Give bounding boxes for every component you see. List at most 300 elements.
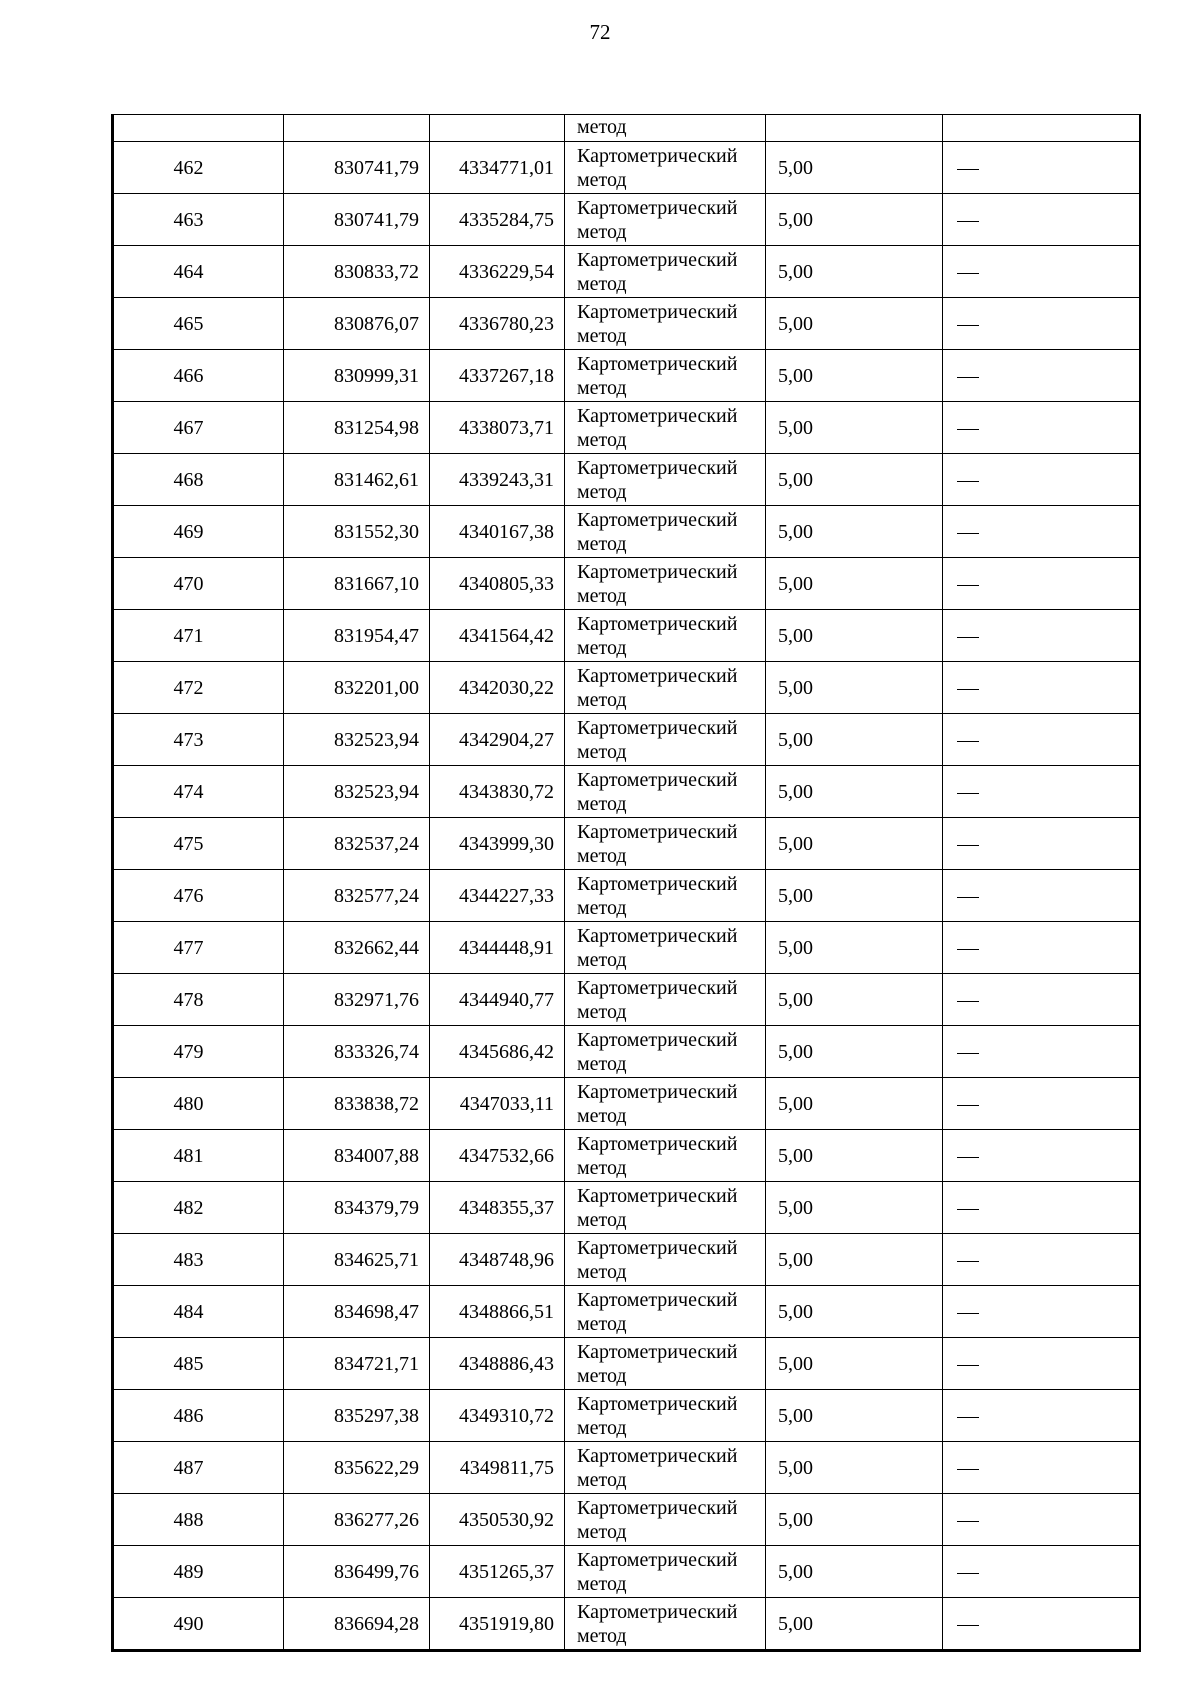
point-number: 476: [113, 870, 284, 922]
point-number: 474: [113, 766, 284, 818]
method-cell: [565, 818, 766, 870]
method-line-1: Картометрический: [577, 404, 738, 427]
coordinate-y: 4343830,72: [430, 766, 565, 818]
point-number: 483: [113, 1234, 284, 1286]
coordinate-x: 831954,47: [284, 610, 430, 662]
coordinate-y: 4340167,38: [430, 506, 565, 558]
accuracy-value: 5,00: [766, 610, 943, 662]
point-number: 479: [113, 1026, 284, 1078]
method-cell: [565, 922, 766, 974]
table-row: [113, 1598, 1140, 1651]
accuracy-value: 5,00: [766, 1338, 943, 1390]
note-cell: [943, 246, 1140, 298]
method-line-2: метод: [577, 948, 627, 971]
dash-mark: [957, 1625, 979, 1626]
table-row: [113, 558, 1140, 610]
dash-mark: [957, 1313, 979, 1314]
dash-mark: [957, 1053, 979, 1054]
method-cell: [565, 1182, 766, 1234]
method-line-1: Картометрический: [577, 976, 738, 999]
table-row: [113, 870, 1140, 922]
table-row: [113, 662, 1140, 714]
table-row: [113, 194, 1140, 246]
method-line-1: Картометрический: [577, 612, 738, 635]
method-text: метод: [577, 116, 627, 138]
table-row: [113, 350, 1140, 402]
accuracy-value: 5,00: [766, 558, 943, 610]
note-cell: [943, 1442, 1140, 1494]
method-cell: [565, 194, 766, 246]
point-number: 487: [113, 1442, 284, 1494]
method-cell: [565, 714, 766, 766]
note-cell: [943, 558, 1140, 610]
coordinate-y: 4345686,42: [430, 1026, 565, 1078]
method-line-1: Картометрический: [577, 1288, 738, 1311]
method-cell: [565, 142, 766, 194]
coordinate-y: 4342030,22: [430, 662, 565, 714]
accuracy-value: 5,00: [766, 922, 943, 974]
coordinate-x: 830741,79: [284, 194, 430, 246]
note-cell: [943, 662, 1140, 714]
coordinate-x: 830833,72: [284, 246, 430, 298]
dash-mark: [957, 169, 979, 170]
coordinate-x: 834379,79: [284, 1182, 430, 1234]
note-cell: [943, 142, 1140, 194]
dash-mark: [957, 1573, 979, 1574]
method-cell: [565, 1598, 766, 1651]
dash-mark: [957, 689, 979, 690]
table-row: [113, 454, 1140, 506]
method-cell: [565, 610, 766, 662]
method-line-2: метод: [577, 792, 627, 815]
accuracy-value: 5,00: [766, 350, 943, 402]
dash-mark: [957, 533, 979, 534]
coordinate-y: 4338073,71: [430, 402, 565, 454]
accuracy-value: 5,00: [766, 1078, 943, 1130]
coordinate-y: 4348866,51: [430, 1286, 565, 1338]
method-line-2: метод: [577, 1572, 627, 1595]
accuracy-value: 5,00: [766, 402, 943, 454]
note-cell: [943, 1026, 1140, 1078]
coordinate-x: 831552,30: [284, 506, 430, 558]
method-line-1: Картометрический: [577, 1236, 738, 1259]
coordinates-table-body: [113, 115, 1140, 1651]
method-line-1: Картометрический: [577, 352, 738, 375]
cell-note: [943, 115, 1140, 142]
coordinate-y: 4341564,42: [430, 610, 565, 662]
coordinate-y: 4337267,18: [430, 350, 565, 402]
coordinate-x: 833326,74: [284, 1026, 430, 1078]
point-number: 477: [113, 922, 284, 974]
coordinate-x: 830876,07: [284, 298, 430, 350]
table-row: [113, 1546, 1140, 1598]
point-number: 467: [113, 402, 284, 454]
coordinate-x: 833838,72: [284, 1078, 430, 1130]
method-line-1: Картометрический: [577, 300, 738, 323]
accuracy-value: 5,00: [766, 1390, 943, 1442]
method-cell: [565, 246, 766, 298]
accuracy-value: 5,00: [766, 142, 943, 194]
coordinate-x: 834625,71: [284, 1234, 430, 1286]
accuracy-value: 5,00: [766, 1286, 943, 1338]
accuracy-value: 5,00: [766, 1442, 943, 1494]
coordinate-y: 4336780,23: [430, 298, 565, 350]
method-line-2: метод: [577, 1416, 627, 1439]
method-cell: [565, 1286, 766, 1338]
table-row: [113, 298, 1140, 350]
note-cell: [943, 1598, 1140, 1651]
point-number: 471: [113, 610, 284, 662]
dash-mark: [957, 1469, 979, 1470]
coordinate-y: 4335284,75: [430, 194, 565, 246]
method-line-2: метод: [577, 1156, 627, 1179]
point-number: 473: [113, 714, 284, 766]
dash-mark: [957, 221, 979, 222]
note-cell: [943, 402, 1140, 454]
point-number: 484: [113, 1286, 284, 1338]
method-cell: [565, 1026, 766, 1078]
cell-y: [430, 115, 565, 142]
coordinate-y: 4334771,01: [430, 142, 565, 194]
method-line-1: Картометрический: [577, 664, 738, 687]
point-number: 466: [113, 350, 284, 402]
dash-mark: [957, 897, 979, 898]
method-line-2: метод: [577, 1520, 627, 1543]
method-line-1: Картометрический: [577, 1496, 738, 1519]
point-number: 475: [113, 818, 284, 870]
dash-mark: [957, 949, 979, 950]
cell-num: [113, 115, 284, 142]
page-number: 72: [589, 20, 611, 44]
note-cell: [943, 870, 1140, 922]
method-line-2: метод: [577, 1052, 627, 1075]
method-line-2: метод: [577, 1364, 627, 1387]
accuracy-value: 5,00: [766, 1182, 943, 1234]
table-row: [113, 766, 1140, 818]
dash-mark: [957, 845, 979, 846]
table-row: [113, 714, 1140, 766]
coordinate-x: 834007,88: [284, 1130, 430, 1182]
method-cell: [565, 1494, 766, 1546]
coordinate-x: 832537,24: [284, 818, 430, 870]
coordinate-y: 4343999,30: [430, 818, 565, 870]
dash-mark: [957, 1521, 979, 1522]
coordinate-y: 4348886,43: [430, 1338, 565, 1390]
method-line-1: Картометрический: [577, 820, 738, 843]
accuracy-value: 5,00: [766, 194, 943, 246]
accuracy-value: 5,00: [766, 662, 943, 714]
dash-mark: [957, 793, 979, 794]
coordinate-x: 835622,29: [284, 1442, 430, 1494]
method-line-2: метод: [577, 896, 627, 919]
note-cell: [943, 298, 1140, 350]
coordinate-y: 4351265,37: [430, 1546, 565, 1598]
note-cell: [943, 1078, 1140, 1130]
method-cell: [565, 1338, 766, 1390]
method-line-1: Картометрический: [577, 1132, 738, 1155]
note-cell: [943, 1234, 1140, 1286]
method-line-2: метод: [577, 1260, 627, 1283]
cell-x: [284, 115, 430, 142]
table-row: [113, 1494, 1140, 1546]
coordinate-y: 4344227,33: [430, 870, 565, 922]
coordinate-y: 4350530,92: [430, 1494, 565, 1546]
table-row: [113, 1390, 1140, 1442]
method-line-1: Картометрический: [577, 1028, 738, 1051]
method-line-2: метод: [577, 1312, 627, 1335]
method-line-2: метод: [577, 584, 627, 607]
point-number: 470: [113, 558, 284, 610]
coordinate-x: 836694,28: [284, 1598, 430, 1651]
method-line-2: метод: [577, 220, 627, 243]
table-row: [113, 506, 1140, 558]
coordinate-y: 4340805,33: [430, 558, 565, 610]
method-line-2: метод: [577, 1104, 627, 1127]
coordinate-x: 832577,24: [284, 870, 430, 922]
method-line-1: Картометрический: [577, 508, 738, 531]
coordinate-x: 835297,38: [284, 1390, 430, 1442]
note-cell: [943, 714, 1140, 766]
method-line-2: метод: [577, 324, 627, 347]
method-line-2: метод: [577, 480, 627, 503]
dash-mark: [957, 377, 979, 378]
method-line-2: метод: [577, 636, 627, 659]
method-line-2: метод: [577, 688, 627, 711]
table-row: [113, 1442, 1140, 1494]
point-number: 480: [113, 1078, 284, 1130]
coordinate-x: 834698,47: [284, 1286, 430, 1338]
table-row: [113, 1130, 1140, 1182]
coordinate-x: 831667,10: [284, 558, 430, 610]
cell-method: [565, 115, 766, 142]
method-line-1: Картометрический: [577, 716, 738, 739]
coordinate-x: 832523,94: [284, 714, 430, 766]
table-row: [113, 1026, 1140, 1078]
table-row: [113, 818, 1140, 870]
coordinate-y: 4349811,75: [430, 1442, 565, 1494]
note-cell: [943, 1494, 1140, 1546]
note-cell: [943, 610, 1140, 662]
dash-mark: [957, 481, 979, 482]
method-line-1: Картометрический: [577, 1600, 738, 1623]
point-number: 468: [113, 454, 284, 506]
point-number: 478: [113, 974, 284, 1026]
coordinate-y: 4336229,54: [430, 246, 565, 298]
point-number: 481: [113, 1130, 284, 1182]
coordinate-x: 830999,31: [284, 350, 430, 402]
table-row: [113, 1286, 1140, 1338]
note-cell: [943, 766, 1140, 818]
coordinate-y: 4349310,72: [430, 1390, 565, 1442]
coordinate-x: 832971,76: [284, 974, 430, 1026]
method-line-1: Картометрический: [577, 1392, 738, 1415]
table-row: [113, 142, 1140, 194]
accuracy-value: 5,00: [766, 1546, 943, 1598]
table-row: [113, 246, 1140, 298]
note-cell: [943, 1390, 1140, 1442]
coordinate-y: 4342904,27: [430, 714, 565, 766]
method-line-1: Картометрический: [577, 768, 738, 791]
point-number: 465: [113, 298, 284, 350]
coordinate-y: 4339243,31: [430, 454, 565, 506]
point-number: 464: [113, 246, 284, 298]
table-row: [113, 1078, 1140, 1130]
dash-mark: [957, 1209, 979, 1210]
note-cell: [943, 1182, 1140, 1234]
dash-mark: [957, 585, 979, 586]
table-row: [113, 922, 1140, 974]
method-line-1: Картометрический: [577, 456, 738, 479]
accuracy-value: 5,00: [766, 1026, 943, 1078]
coordinate-y: 4344940,77: [430, 974, 565, 1026]
method-cell: [565, 1234, 766, 1286]
method-cell: [565, 1390, 766, 1442]
dash-mark: [957, 429, 979, 430]
method-line-1: Картометрический: [577, 196, 738, 219]
accuracy-value: 5,00: [766, 506, 943, 558]
coordinates-table: [111, 114, 1141, 1652]
method-line-2: метод: [577, 376, 627, 399]
point-number: 472: [113, 662, 284, 714]
method-line-2: метод: [577, 1000, 627, 1023]
table-row: [113, 974, 1140, 1026]
dash-mark: [957, 273, 979, 274]
note-cell: [943, 1546, 1140, 1598]
dash-mark: [957, 637, 979, 638]
accuracy-value: 5,00: [766, 714, 943, 766]
coordinate-x: 831254,98: [284, 402, 430, 454]
accuracy-value: 5,00: [766, 1130, 943, 1182]
note-cell: [943, 454, 1140, 506]
point-number: 488: [113, 1494, 284, 1546]
coordinate-x: 832201,00: [284, 662, 430, 714]
method-line-2: метод: [577, 1624, 627, 1647]
method-cell: [565, 298, 766, 350]
coordinate-x: 836277,26: [284, 1494, 430, 1546]
accuracy-value: 5,00: [766, 298, 943, 350]
method-cell: [565, 1546, 766, 1598]
accuracy-value: 5,00: [766, 1234, 943, 1286]
method-cell: [565, 766, 766, 818]
method-cell: [565, 558, 766, 610]
table-row: [113, 1234, 1140, 1286]
point-number: 482: [113, 1182, 284, 1234]
method-cell: [565, 506, 766, 558]
method-line-2: метод: [577, 428, 627, 451]
point-number: 489: [113, 1546, 284, 1598]
method-line-2: метод: [577, 1468, 627, 1491]
dash-mark: [957, 325, 979, 326]
coordinate-x: 831462,61: [284, 454, 430, 506]
accuracy-value: 5,00: [766, 818, 943, 870]
dash-mark: [957, 1261, 979, 1262]
coordinate-x: 830741,79: [284, 142, 430, 194]
coordinate-y: 4344448,91: [430, 922, 565, 974]
method-line-1: Картометрический: [577, 1080, 738, 1103]
note-cell: [943, 350, 1140, 402]
coordinate-x: 832523,94: [284, 766, 430, 818]
point-number: 469: [113, 506, 284, 558]
method-cell: [565, 1442, 766, 1494]
note-cell: [943, 1286, 1140, 1338]
method-line-1: Картометрический: [577, 1340, 738, 1363]
table-row: [113, 610, 1140, 662]
continuation-row: [113, 115, 1140, 142]
dash-mark: [957, 1365, 979, 1366]
table-row: [113, 1338, 1140, 1390]
accuracy-value: 5,00: [766, 454, 943, 506]
method-line-1: Картометрический: [577, 248, 738, 271]
method-cell: [565, 402, 766, 454]
accuracy-value: 5,00: [766, 246, 943, 298]
coordinate-y: 4347532,66: [430, 1130, 565, 1182]
coordinate-y: 4348748,96: [430, 1234, 565, 1286]
point-number: 463: [113, 194, 284, 246]
coordinate-y: 4348355,37: [430, 1182, 565, 1234]
point-number: 490: [113, 1598, 284, 1651]
method-cell: [565, 870, 766, 922]
coordinate-y: 4347033,11: [430, 1078, 565, 1130]
method-line-1: Картометрический: [577, 144, 738, 167]
dash-mark: [957, 741, 979, 742]
coordinate-y: 4351919,80: [430, 1598, 565, 1651]
method-cell: [565, 974, 766, 1026]
method-cell: [565, 662, 766, 714]
dash-mark: [957, 1417, 979, 1418]
point-number: 485: [113, 1338, 284, 1390]
note-cell: [943, 506, 1140, 558]
method-line-1: Картометрический: [577, 560, 738, 583]
point-number: 462: [113, 142, 284, 194]
method-line-2: метод: [577, 844, 627, 867]
method-line-2: метод: [577, 1208, 627, 1231]
note-cell: [943, 974, 1140, 1026]
dash-mark: [957, 1105, 979, 1106]
method-cell: [565, 1078, 766, 1130]
point-number: 486: [113, 1390, 284, 1442]
method-line-2: метод: [577, 168, 627, 191]
method-cell: [565, 1130, 766, 1182]
method-cell: [565, 350, 766, 402]
method-line-2: метод: [577, 740, 627, 763]
table-row: [113, 402, 1140, 454]
method-line-1: Картометрический: [577, 924, 738, 947]
accuracy-value: 5,00: [766, 766, 943, 818]
accuracy-value: 5,00: [766, 974, 943, 1026]
coordinate-x: 832662,44: [284, 922, 430, 974]
accuracy-value: 5,00: [766, 870, 943, 922]
accuracy-value: 5,00: [766, 1598, 943, 1651]
note-cell: [943, 922, 1140, 974]
note-cell: [943, 1130, 1140, 1182]
dash-mark: [957, 1001, 979, 1002]
note-cell: [943, 194, 1140, 246]
coordinate-x: 834721,71: [284, 1338, 430, 1390]
dash-mark: [957, 1157, 979, 1158]
note-cell: [943, 818, 1140, 870]
method-line-1: Картометрический: [577, 1184, 738, 1207]
method-cell: [565, 454, 766, 506]
coordinate-x: 836499,76: [284, 1546, 430, 1598]
accuracy-value: 5,00: [766, 1494, 943, 1546]
method-line-2: метод: [577, 532, 627, 555]
method-line-2: метод: [577, 272, 627, 295]
method-line-1: Картометрический: [577, 1444, 738, 1467]
table-row: [113, 1182, 1140, 1234]
method-line-1: Картометрический: [577, 1548, 738, 1571]
method-line-1: Картометрический: [577, 872, 738, 895]
note-cell: [943, 1338, 1140, 1390]
